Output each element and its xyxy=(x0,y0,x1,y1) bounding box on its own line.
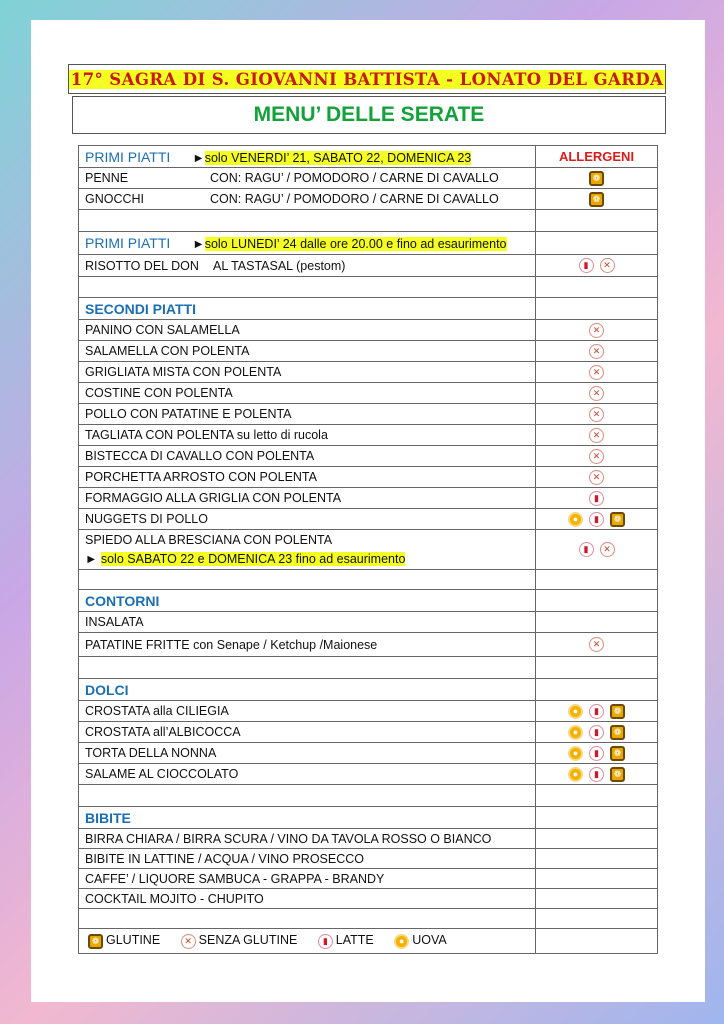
dish-name: BISTECCA DI CAVALLO CON POLENTA xyxy=(79,446,536,467)
table-row xyxy=(79,488,658,509)
wheat-icon: ❁ xyxy=(610,704,625,719)
dish-name: PATATINE FRITTE con Senape / Ketchup /Maionese xyxy=(79,633,536,657)
allergen-legend xyxy=(79,929,658,954)
dish-name: CROSTATA alla CILIEGIA xyxy=(79,701,536,722)
crossed-wheat-icon: ✕ xyxy=(181,934,196,949)
event-title xyxy=(68,64,666,94)
crossed-wheat-icon: ✕ xyxy=(589,344,604,359)
wheat-icon: ❁ xyxy=(610,746,625,761)
crossed-wheat-icon: ✕ xyxy=(589,470,604,485)
egg-icon: ● xyxy=(568,704,583,719)
dish-detail: AL TASTASAL (pestom) xyxy=(213,258,346,273)
table-row xyxy=(79,869,658,889)
table-row xyxy=(79,255,658,277)
crossed-wheat-icon: ✕ xyxy=(589,637,604,652)
crossed-wheat-icon: ✕ xyxy=(589,365,604,380)
table-row xyxy=(79,701,658,722)
table-row xyxy=(79,189,658,210)
table-row xyxy=(79,849,658,869)
menu-subtitle: MENU’ DELLE SERATE xyxy=(72,96,666,134)
dish-name: SPIEDO ALLA BRESCIANA CON POLENTA xyxy=(85,533,333,547)
menu-table xyxy=(78,145,658,954)
dish-name: CROSTATA all’ALBICOCCA xyxy=(79,722,536,743)
table-row xyxy=(79,168,658,189)
egg-icon: ● xyxy=(568,725,583,740)
dish-name: FORMAGGIO ALLA GRIGLIA CON POLENTA xyxy=(79,488,536,509)
crossed-wheat-icon: ✕ xyxy=(600,258,615,273)
dish-name: RISOTTO DEL DON xyxy=(85,258,199,273)
table-row xyxy=(79,320,658,341)
table-row xyxy=(79,829,658,849)
legend-latte: LATTE xyxy=(335,933,374,948)
crossed-wheat-icon: ✕ xyxy=(589,407,604,422)
milk-icon: ▮ xyxy=(589,725,604,740)
dish-note: solo SABATO 22 e DOMENICA 23 fino ad esaurimento xyxy=(100,552,406,566)
primi-note: solo LUNEDI’ 24 dalle ore 20.00 e fino ad esaurimento xyxy=(204,237,507,251)
dish-name: COSTINE CON POLENTA xyxy=(79,383,536,404)
dish-name: GRIGLIATA MISTA CON POLENTA xyxy=(79,362,536,383)
table-row xyxy=(79,722,658,743)
table-row xyxy=(79,889,658,909)
dish-name: POLLO CON PATATINE E POLENTA xyxy=(79,404,536,425)
crossed-wheat-icon: ✕ xyxy=(589,323,604,338)
section-dolci: DOLCI xyxy=(85,681,129,698)
table-row xyxy=(79,764,658,785)
table-row xyxy=(79,612,658,633)
dish-name: INSALATA xyxy=(79,612,536,633)
section-contorni: CONTORNI xyxy=(85,592,160,609)
wheat-icon: ❁ xyxy=(589,192,604,207)
wheat-icon: ❁ xyxy=(589,171,604,186)
drink-name: BIRRA CHIARA / BIRRA SCURA / VINO DA TAVOLA ROSSO O BIANCO xyxy=(79,829,536,849)
drink-name: BIBITE IN LATTINE / ACQUA / VINO PROSECCO xyxy=(79,849,536,869)
legend-senza-glutine: SENZA GLUTINE xyxy=(198,933,298,948)
table-row xyxy=(79,633,658,657)
wheat-icon: ❁ xyxy=(610,767,625,782)
wheat-icon: ❁ xyxy=(610,512,625,527)
dish-name: NUGGETS DI POLLO xyxy=(79,509,536,530)
table-row xyxy=(79,383,658,404)
legend-uova: UOVA xyxy=(412,933,447,948)
dish-name: PORCHETTA ARROSTO CON POLENTA xyxy=(79,467,536,488)
primi-note: solo VENERDI’ 21, SABATO 22, DOMENICA 23 xyxy=(204,150,472,165)
wheat-icon: ❁ xyxy=(610,725,625,740)
table-row xyxy=(79,341,658,362)
egg-icon: ● xyxy=(394,934,409,949)
table-row xyxy=(79,509,658,530)
milk-icon: ▮ xyxy=(318,934,333,949)
crossed-wheat-icon: ✕ xyxy=(589,449,604,464)
table-row xyxy=(79,362,658,383)
dish-name: PENNE xyxy=(85,171,129,185)
drink-name: COCKTAIL MOJITO - CHUPITO xyxy=(79,889,536,909)
egg-icon: ● xyxy=(568,512,583,527)
milk-icon: ▮ xyxy=(589,512,604,527)
egg-icon: ● xyxy=(568,746,583,761)
primi-label: PRIMI PIATTI xyxy=(85,148,171,165)
primi-label: PRIMI PIATTI xyxy=(85,235,171,251)
milk-icon: ▮ xyxy=(589,491,604,506)
egg-icon: ● xyxy=(568,767,583,782)
dish-name: SALAMELLA CON POLENTA xyxy=(79,341,536,362)
milk-icon: ▮ xyxy=(589,746,604,761)
section-secondi: SECONDI PIATTI xyxy=(85,300,196,317)
dish-detail: CON: RAGU’ / POMODORO / CARNE DI CAVALLO xyxy=(210,192,499,206)
table-row xyxy=(79,467,658,488)
table-row: SPIEDO ALLA BRESCIANA CON POLENTA ► solo SABATO 22 e DOMENICA 23 fino ad esaurimento ▮ ✕ xyxy=(79,530,658,570)
table-row xyxy=(79,743,658,764)
dish-detail: CON: RAGU’ / POMODORO / CARNE DI CAVALLO xyxy=(210,171,499,185)
dish-name: GNOCCHI xyxy=(85,192,145,206)
table-row xyxy=(79,425,658,446)
primi-header-row: PRIMI PIATTI ►solo VENERDI’ 21, SABATO 22, DOMENICA 23 ALLERGENI xyxy=(79,146,658,168)
event-title-text: 17° SAGRA DI S. GIOVANNI BATTISTA - LONATO DEL GARDA xyxy=(70,69,664,89)
table-row xyxy=(79,446,658,467)
dish-name: TAGLIATA CON POLENTA su letto di rucola xyxy=(79,425,536,446)
crossed-wheat-icon: ✕ xyxy=(600,542,615,557)
dish-name: PANINO CON SALAMELLA xyxy=(79,320,536,341)
allergen-header: ALLERGENI xyxy=(558,149,635,164)
milk-icon: ▮ xyxy=(579,542,594,557)
section-bibite: BIBITE xyxy=(85,809,131,826)
dish-name: TORTA DELLA NONNA xyxy=(79,743,536,764)
crossed-wheat-icon: ✕ xyxy=(589,386,604,401)
dish-name: SALAME AL CIOCCOLATO xyxy=(79,764,536,785)
table-row xyxy=(79,404,658,425)
crossed-wheat-icon: ✕ xyxy=(589,428,604,443)
drink-name: CAFFE’ / LIQUORE SAMBUCA - GRAPPA - BRANDY xyxy=(79,869,536,889)
milk-icon: ▮ xyxy=(589,767,604,782)
legend-glutine: GLUTINE xyxy=(106,933,161,948)
milk-icon: ▮ xyxy=(589,704,604,719)
milk-icon: ▮ xyxy=(579,258,594,273)
primi2-header-row: PRIMI PIATTI ►solo LUNEDI’ 24 dalle ore 20.00 e fino ad esaurimento xyxy=(79,232,658,255)
wheat-icon: ❁ xyxy=(88,934,103,949)
